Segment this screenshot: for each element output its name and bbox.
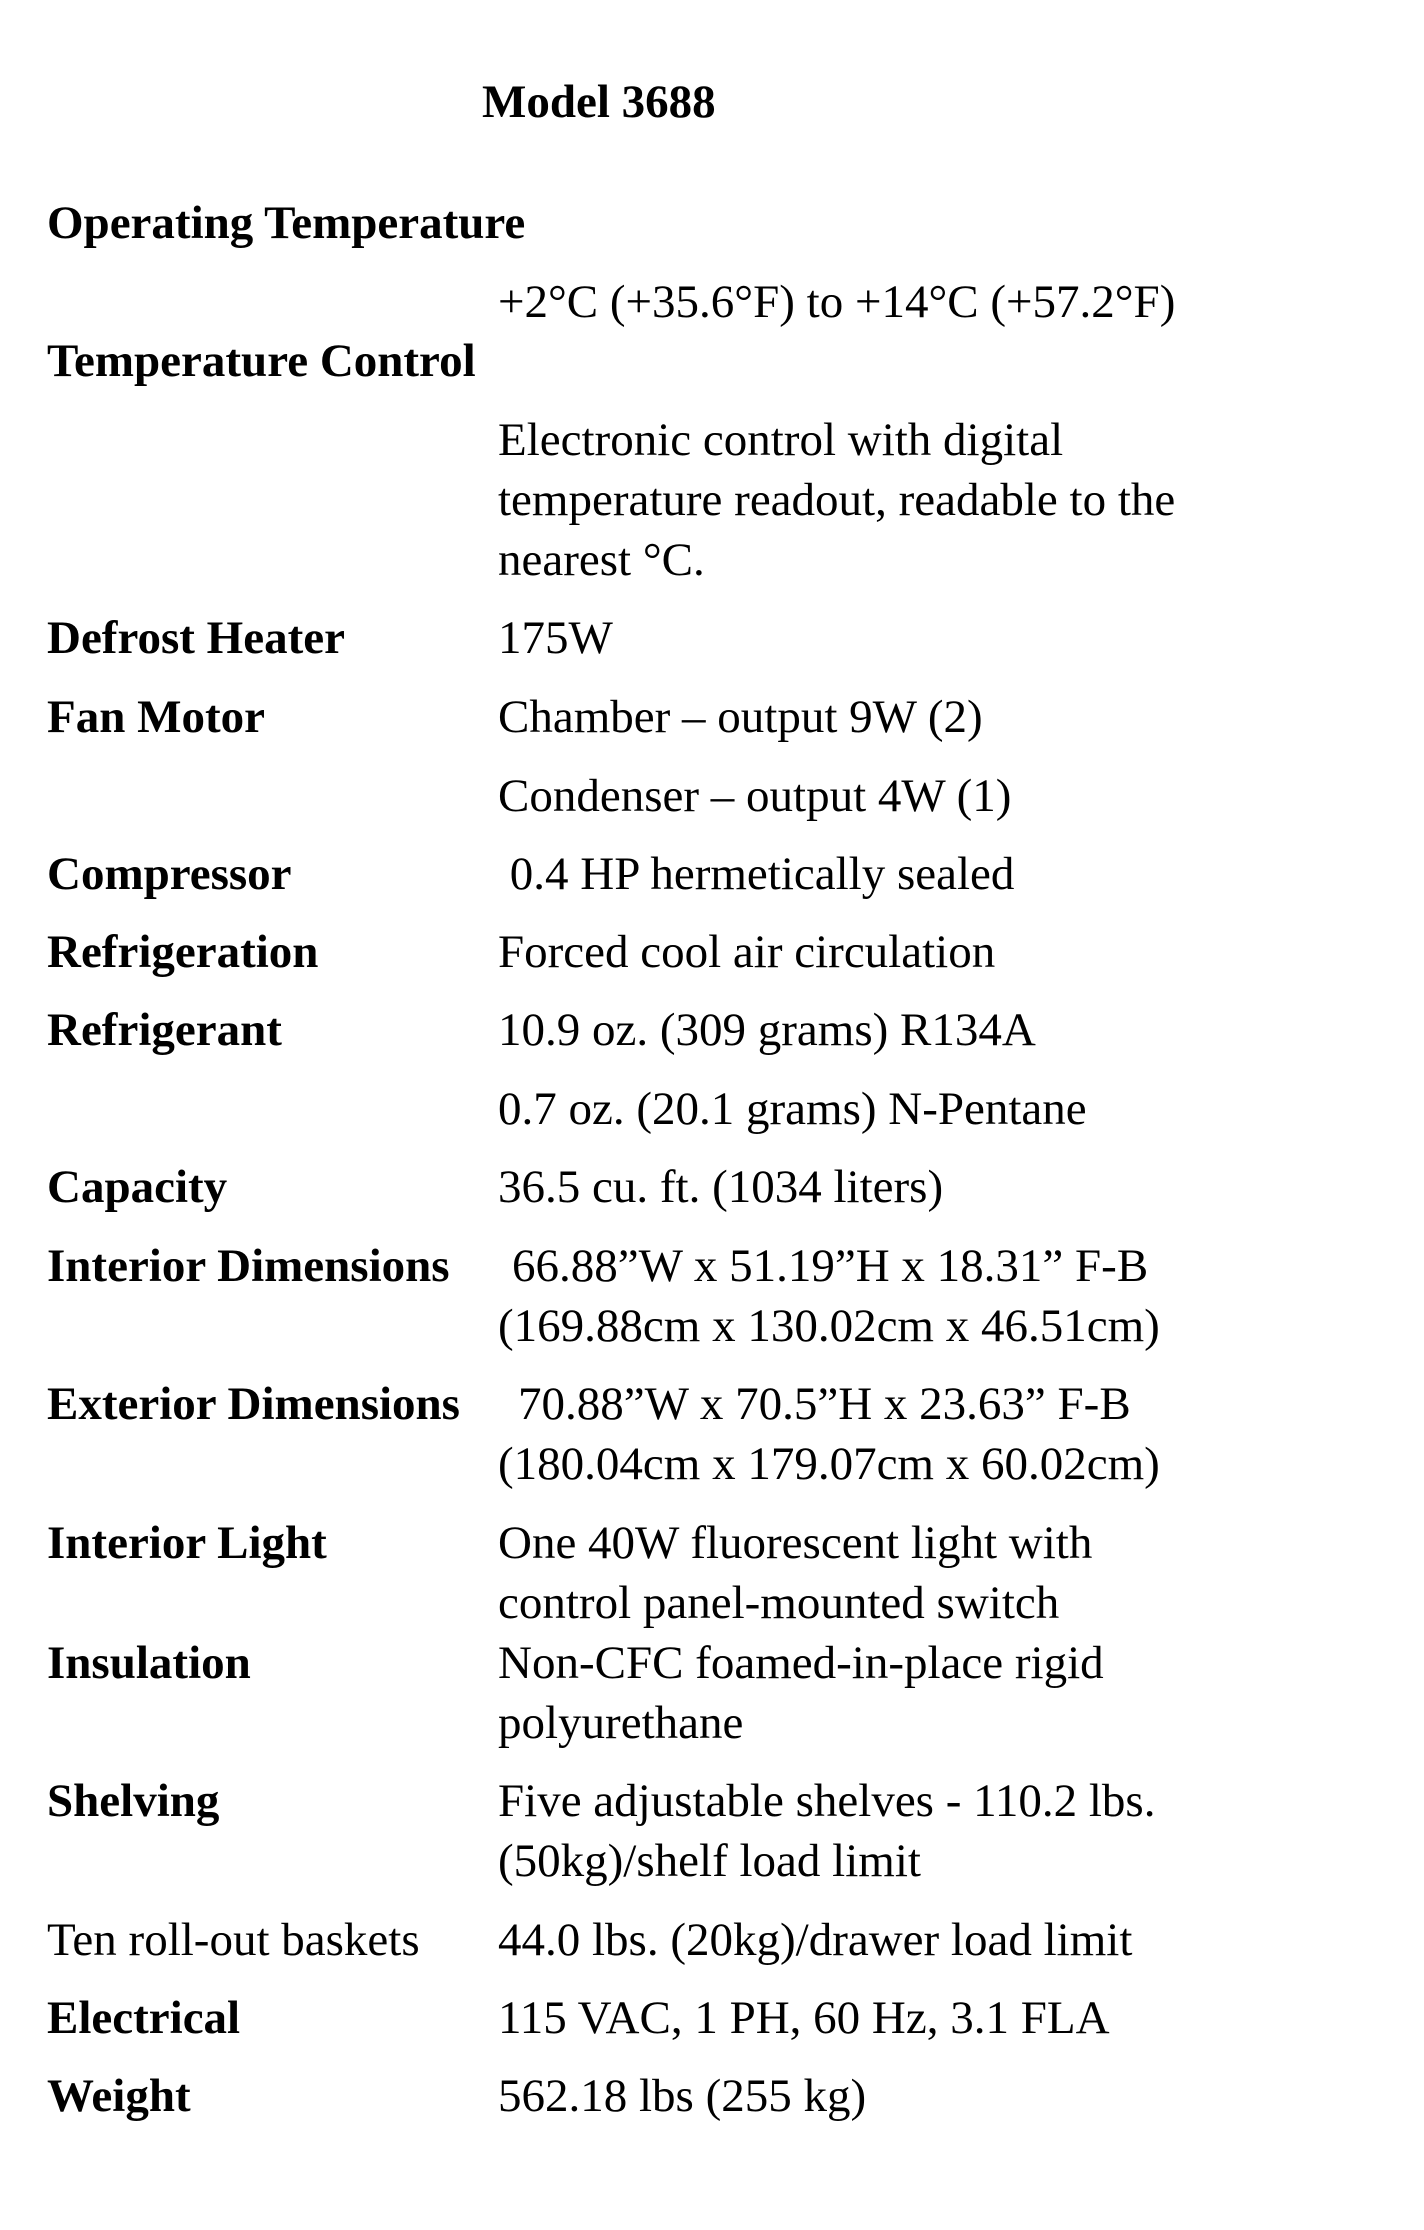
temperature-control-value-line-3: nearest °C.: [498, 534, 705, 586]
interior-light-label: Interior Light: [47, 1517, 327, 1569]
insulation-label: Insulation: [47, 1637, 251, 1689]
refrigeration-value: Forced cool air circulation: [498, 926, 996, 978]
exterior-dimensions-value-line-2: (180.04cm x 179.07cm x 60.02cm): [498, 1438, 1160, 1490]
baskets-value: 44.0 lbs. (20kg)/drawer load limit: [498, 1914, 1133, 1966]
refrigerant-label: Refrigerant: [47, 1004, 282, 1056]
interior-light-value-line-1: One 40W fluorescent light with: [498, 1517, 1093, 1569]
weight-value: 562.18 lbs (255 kg): [498, 2070, 867, 2122]
fan-motor-label: Fan Motor: [47, 691, 265, 743]
weight-label: Weight: [47, 2070, 191, 2122]
defrost-heater-label: Defrost Heater: [47, 612, 345, 664]
insulation-value-line-2: polyurethane: [498, 1697, 744, 1749]
interior-dimensions-label: Interior Dimensions: [47, 1240, 450, 1292]
exterior-dimensions-label: Exterior Dimensions: [47, 1378, 460, 1430]
shelving-label: Shelving: [47, 1775, 220, 1827]
interior-light-value-line-2: control panel-mounted switch: [498, 1577, 1060, 1629]
interior-dimensions-value-line-1: 66.88”W x 51.19”H x 18.31” F-B: [512, 1240, 1149, 1292]
fan-motor-value-line-1: Chamber – output 9W (2): [498, 691, 983, 743]
refrigerant-value-line-1: 10.9 oz. (309 grams) R134A: [498, 1004, 1036, 1056]
shelving-value-line-1: Five adjustable shelves - 110.2 lbs.: [498, 1775, 1156, 1827]
electrical-value: 115 VAC, 1 PH, 60 Hz, 3.1 FLA: [498, 1992, 1110, 2044]
temperature-control-value-line-1: Electronic control with digital: [498, 414, 1064, 466]
temperature-control-value-line-2: temperature readout, readable to the: [498, 474, 1176, 526]
compressor-value: 0.4 HP hermetically sealed: [498, 848, 1015, 900]
defrost-heater-value: 175W: [498, 612, 613, 664]
operating-temperature-label: Operating Temperature: [47, 197, 526, 249]
compressor-label: Compressor: [47, 848, 292, 900]
temperature-control-label: Temperature Control: [47, 335, 476, 387]
model-title: Model 3688: [482, 76, 716, 128]
insulation-value-line-1: Non-CFC foamed-in-place rigid: [498, 1637, 1104, 1689]
exterior-dimensions-value-line-1: 70.88”W x 70.5”H x 23.63” F-B: [518, 1378, 1131, 1430]
interior-dimensions-value-line-2: (169.88cm x 130.02cm x 46.51cm): [498, 1300, 1160, 1352]
fan-motor-value-line-2: Condenser – output 4W (1): [498, 770, 1012, 822]
electrical-label: Electrical: [47, 1992, 241, 2044]
refrigeration-label: Refrigeration: [47, 926, 319, 978]
capacity-value: 36.5 cu. ft. (1034 liters): [498, 1161, 944, 1213]
operating-temperature-value: +2°C (+35.6°F) to +14°C (+57.2°F): [498, 276, 1176, 328]
capacity-label: Capacity: [47, 1161, 228, 1213]
shelving-value-line-2: (50kg)/shelf load limit: [498, 1835, 921, 1887]
baskets-label: Ten roll-out baskets: [47, 1914, 420, 1966]
refrigerant-value-line-2: 0.7 oz. (20.1 grams) N-Pentane: [498, 1083, 1087, 1135]
